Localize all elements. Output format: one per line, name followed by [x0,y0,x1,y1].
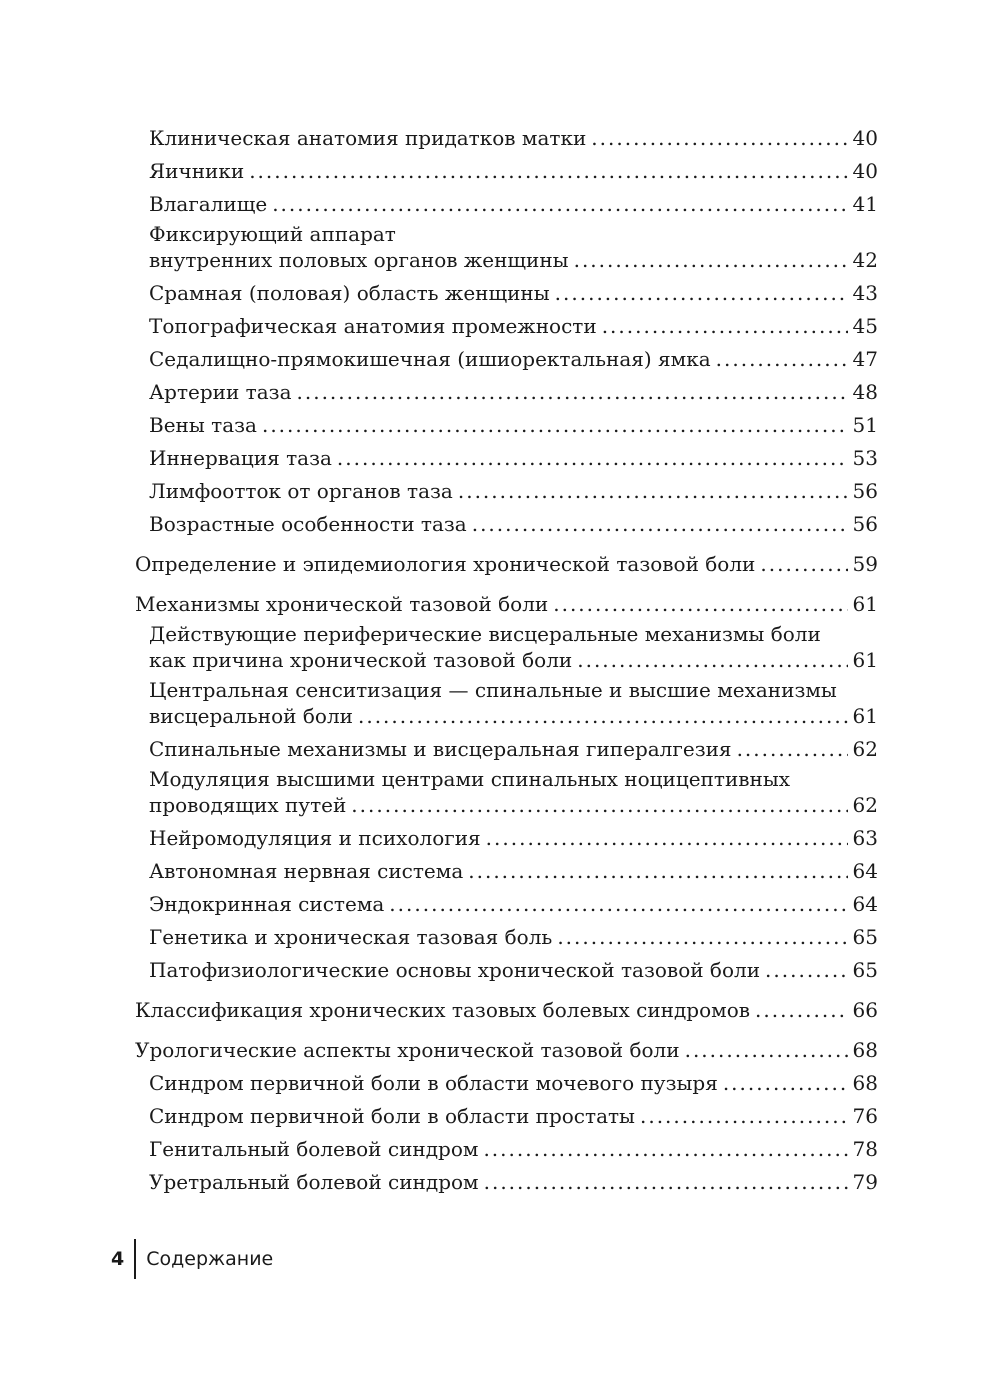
toc-entry-title: Артерии таза [149,380,292,404]
toc-entry-page: 76 [852,1104,878,1128]
toc-entry-page: 51 [852,413,878,437]
toc-entry-page: 68 [852,1071,878,1095]
toc-entry-title-line1: Центральная сенситизация — спинальные и высшие механизмы [149,678,837,702]
toc-entry-page: 40 [852,159,878,183]
toc-entry-title-line1: Действующие периферические висцеральные механизмы боли [149,622,821,646]
toc-entry-page: 61 [852,704,878,728]
toc-entry-title: Возрастные особенности таза [149,512,467,536]
toc-entry-title: Влагалище [149,192,268,216]
toc-leader-dots [553,588,848,621]
toc-leader-dots [723,1067,848,1100]
toc-leader-dots [358,703,848,729]
toc-entry [135,155,878,188]
toc-entry-title: Уретральный болевой синдром [149,1170,479,1194]
running-section-title: Содержание [146,1248,274,1270]
toc-entry-page: 48 [852,380,878,404]
toc-leader-dots [602,310,848,343]
toc-entry-title: Определение и эпидемиология хронической тазовой боли [135,552,756,576]
toc-entry-title: Иннервация таза [149,446,332,470]
toc-entry-title-line2: висцеральной боли [149,704,353,728]
toc-entry-title: Клиническая анатомия придатков матки [149,126,587,150]
toc-entry-page: 68 [852,1038,878,1062]
toc-leader-dots [716,343,848,376]
toc-entry [135,733,878,766]
toc-leader-dots [272,188,848,221]
toc-entry-page: 42 [852,248,878,272]
toc-entry [135,475,878,508]
toc-entry [135,343,878,376]
toc-entry-title: Срамная (половая) область женщины [149,281,550,305]
toc-entry [135,888,878,921]
toc-entry-title: Спинальные механизмы и висцеральная гипералгезия [149,737,732,761]
toc-leader-dots [765,954,848,987]
toc-entry-title: Синдром первичной боли в области мочевого пузыря [149,1071,718,1095]
toc-entry [135,677,878,733]
toc-entry [135,221,878,277]
toc-entry-title: Генетика и хроническая тазовая боль [149,925,553,949]
toc-entry-page: 62 [852,793,878,817]
toc-entry-page: 79 [852,1170,878,1194]
toc-leader-dots [640,1100,848,1133]
toc-leader-dots [486,822,848,855]
toc-leader-dots [483,1133,848,1166]
toc-entry-page: 66 [852,998,878,1022]
toc-entry-title: Нейромодуляция и психология [149,826,481,850]
toc-entry [135,621,878,677]
toc-entry-title: Топографическая анатомия промежности [149,314,597,338]
toc-entry-title: Яичники [149,159,245,183]
toc-leader-dots [389,888,848,921]
toc-leader-dots [337,442,848,475]
toc-entry-title: Патофизиологические основы хронической тазовой боли [149,958,761,982]
toc-entry-title-line2: внутренних половых органов женщины [149,248,569,272]
toc-entry-page: 56 [852,512,878,536]
toc-entry [135,409,878,442]
toc-entry-page: 61 [852,592,878,616]
toc-entry [135,1166,878,1199]
toc-entry-page: 45 [852,314,878,338]
toc-chapter-entry [135,588,878,621]
toc-leader-dots [760,548,848,581]
toc-entry [135,1067,878,1100]
toc-entry-title: Урологические аспекты хронической тазовой боли [135,1038,680,1062]
toc-entry-page: 61 [852,648,878,672]
toc-leader-dots [557,921,848,954]
toc-entry-title: Механизмы хронической тазовой боли [135,592,549,616]
toc-entry [135,766,878,822]
toc-entry-page: 63 [852,826,878,850]
toc-leader-dots [574,247,848,273]
toc-entry-page: 53 [852,446,878,470]
toc-entry-title-line1: Модуляция высшими центрами спинальных ноцицептивных [149,767,791,791]
toc-entry-page: 41 [852,192,878,216]
toc-entry [135,122,878,155]
toc-leader-dots [472,508,848,541]
toc-chapter-entry [135,1034,878,1067]
toc-leader-dots [685,1034,848,1067]
toc-entry [135,376,878,409]
toc-entry [135,822,878,855]
toc-leader-dots [297,376,849,409]
toc-entry-title: Классификация хронических тазовых болевых синдромов [135,998,750,1022]
toc-entry-page: 56 [852,479,878,503]
toc-entry-title-line2: проводящих путей [149,793,347,817]
toc-entry-title: Синдром первичной боли в области простаты [149,1104,635,1128]
page-footer [111,1239,273,1279]
toc-entry-page: 64 [852,892,878,916]
toc-leader-dots [468,855,848,888]
toc-chapter-entry [135,548,878,581]
toc-entry-title-line2: как причина хронической тазовой боли [149,648,573,672]
toc-leader-dots [577,647,848,673]
toc-entry-title: Генитальный болевой синдром [149,1137,479,1161]
toc-entry [135,921,878,954]
toc-entry [135,310,878,343]
toc-entry-title-line1: Фиксирующий аппарат [149,222,396,246]
toc-entry [135,277,878,310]
toc-entry-page: 47 [852,347,878,371]
toc-leader-dots [555,277,848,310]
toc-chapter-entry [135,994,878,1027]
toc-entry [135,855,878,888]
toc-leader-dots [249,155,848,188]
toc-leader-dots [737,733,848,766]
table-of-contents [135,122,878,1199]
toc-leader-dots [351,792,848,818]
toc-entry [135,188,878,221]
toc-entry-title: Лимфоотток от органов таза [149,479,453,503]
toc-leader-dots [458,475,848,508]
toc-entry-page: 78 [852,1137,878,1161]
toc-entry-title: Седалищно-прямокишечная (ишиоректальная) ямка [149,347,711,371]
toc-entry-title: Эндокринная система [149,892,385,916]
toc-entry [135,1100,878,1133]
toc-entry-page: 59 [852,552,878,576]
page-number: 4 [111,1248,125,1270]
toc-entry-title: Автономная нервная система [149,859,464,883]
toc-entry [135,954,878,987]
toc-leader-dots [262,409,848,442]
toc-entry-page: 65 [852,958,878,982]
toc-leader-dots [591,122,848,155]
toc-entry [135,442,878,475]
toc-leader-dots [755,994,848,1027]
toc-entry-title: Вены таза [149,413,257,437]
toc-entry-page: 62 [852,737,878,761]
toc-entry-page: 65 [852,925,878,949]
toc-entry [135,1133,878,1166]
toc-leader-dots [484,1166,848,1199]
toc-entry [135,508,878,541]
toc-entry-page: 43 [852,281,878,305]
toc-entry-page: 40 [852,126,878,150]
toc-entry-page: 64 [852,859,878,883]
